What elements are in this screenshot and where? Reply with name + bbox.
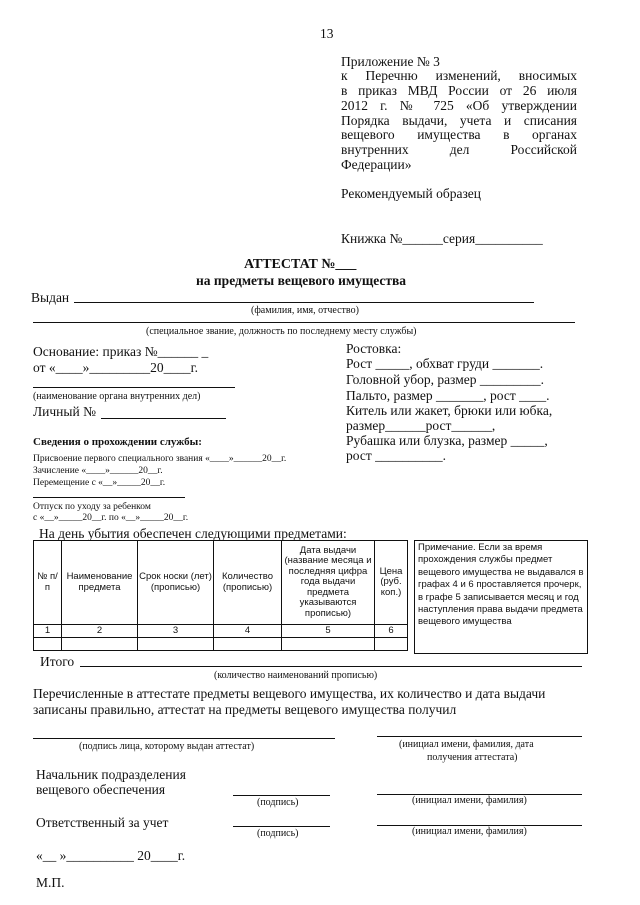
table-header-row [34,541,408,625]
transfer: Перемещение с «__»_____20__г. [33,478,166,488]
stamp-place: М.П. [36,875,65,890]
col-index: 3 [138,625,214,638]
col-issue-date: Дата выдачи (название месяца и последняя цифра года выдачи предмета указываются прописью) [282,541,375,625]
table-row [34,638,408,651]
statement-line1: Перечисленные в аттестате предметы вещевого имущества, их количество и дата выдачи [33,686,546,701]
responsible-signature-line [233,826,330,827]
recommended-sample: Рекомендуемый образец [341,186,482,201]
appendix-title: Приложение № 3 [341,54,440,69]
rank-line [33,322,575,323]
recipient-signature-caption: (подпись лица, которому выдан аттестат) [79,741,255,752]
coat-size: Пальто, размер _______, рост ____. [346,388,550,403]
col-quantity: Количество (прописью) [214,541,282,625]
service-line [33,497,185,498]
col-price: Цена (руб. коп.) [375,541,408,625]
col-index: 5 [282,625,375,638]
personal-number-line [101,418,226,419]
recipient-name-caption2: получения аттестата) [427,752,518,763]
parental-leave-dates: с «__»_____20__г. по «__»_____20__г. [33,513,189,523]
table-number-row [34,625,408,638]
issued-label: Выдан [31,290,70,305]
col-index: 4 [214,625,282,638]
parental-leave: Отпуск по уходу за ребенком [33,502,151,512]
sign-date: «__ »__________ 20____г. [36,848,186,863]
statement-line2: записаны правильно, аттестат на предметы вещевого имущества получил [33,702,457,717]
provided-heading: На день убытия обеспечен следующими предметами: [39,526,347,541]
attestat-subtitle: на предметы вещевого имущества [196,273,407,288]
col-index: 1 [34,625,62,638]
name-caption: (фамилия, имя, отчество) [251,305,359,316]
total-line [80,666,582,667]
jacket-size-height: размер______рост______, [346,418,496,433]
note-text: Примечание. Если за время прохождения службы предмет вещевого имущества не выдавался в графах 4 и 6 проставляется прочерк, в графе 5 записывается месяц и год наступления права выдачи предмета вещевого имущества [418,542,584,628]
personal-number-label: Личный № [33,404,96,419]
organ-caption: (наименование органа внутренних дел) [33,391,201,402]
col-wear-period: Срок носки (лет) (прописью) [138,541,214,625]
head-signature-line [233,795,330,796]
col-index: 6 [375,625,408,638]
enrollment: Зачисление «____»______20__г. [33,466,163,476]
basis-date: от «____»_________20____г. [33,360,198,375]
recipient-signature-line [33,738,335,739]
head-title: Начальник подразделения [36,767,186,782]
service-heading: Сведения о прохождении службы: [33,436,202,448]
items-table [33,540,408,651]
sizes-title: Ростовка: [346,341,402,356]
recipient-name-line [377,736,582,737]
jacket-size: Китель или жакет, брюки или юбка, [346,403,553,418]
issued-name-line [74,302,534,303]
page-number: 13 [320,26,334,41]
rank-caption: (специальное звание, должность по последнему месту службы) [146,326,417,337]
head-signature-caption: (подпись) [257,797,299,808]
appendix-line: вещевого имущества в органах [341,127,577,142]
basis-order: Основание: приказ №______ _ [33,344,209,359]
appendix-line: к Перечню изменений, вносимых [341,68,577,83]
responsible-name-caption: (инициал имени, фамилия) [412,826,527,837]
col-item-name: Наименование предмета [62,541,138,625]
appendix-line: в приказ МВД России от 26 июля [341,83,577,98]
total-caption: (количество наименований прописью) [214,670,378,681]
book-series: Книжка №______серия__________ [341,231,543,246]
attestat-title: АТТЕСТАТ №___ [244,257,357,272]
appendix-line: Порядка выдачи, учета и списания [341,113,577,128]
head-title-line2: вещевого обеспечения [36,782,166,797]
responsible-signature-caption: (подпись) [257,828,299,839]
organ-line [33,387,235,388]
shirt-height: рост __________. [346,448,446,463]
appendix-line: внутренних дел Российской [341,142,577,157]
col-index: 2 [62,625,138,638]
shirt-size: Рубашка или блузка, размер _____, [346,433,548,448]
appendix-line: 2012 г. № 725 «Об утверждении [341,98,577,113]
appendix-line: Федерации» [341,157,412,172]
head-name-caption: (инициал имени, фамилия) [412,795,527,806]
first-rank: Присвоение первого специального звания «____»______20__г. [33,454,287,464]
recipient-name-caption: (инициал имени, фамилия, дата [399,739,534,750]
col-number: № п/п [34,541,62,625]
total-label: Итого [40,654,75,669]
responsible-title: Ответственный за учет [36,815,169,830]
height-chest: Рост _____, обхват груди _______. [346,356,544,371]
headwear-size: Головной убор, размер _________. [346,372,544,387]
